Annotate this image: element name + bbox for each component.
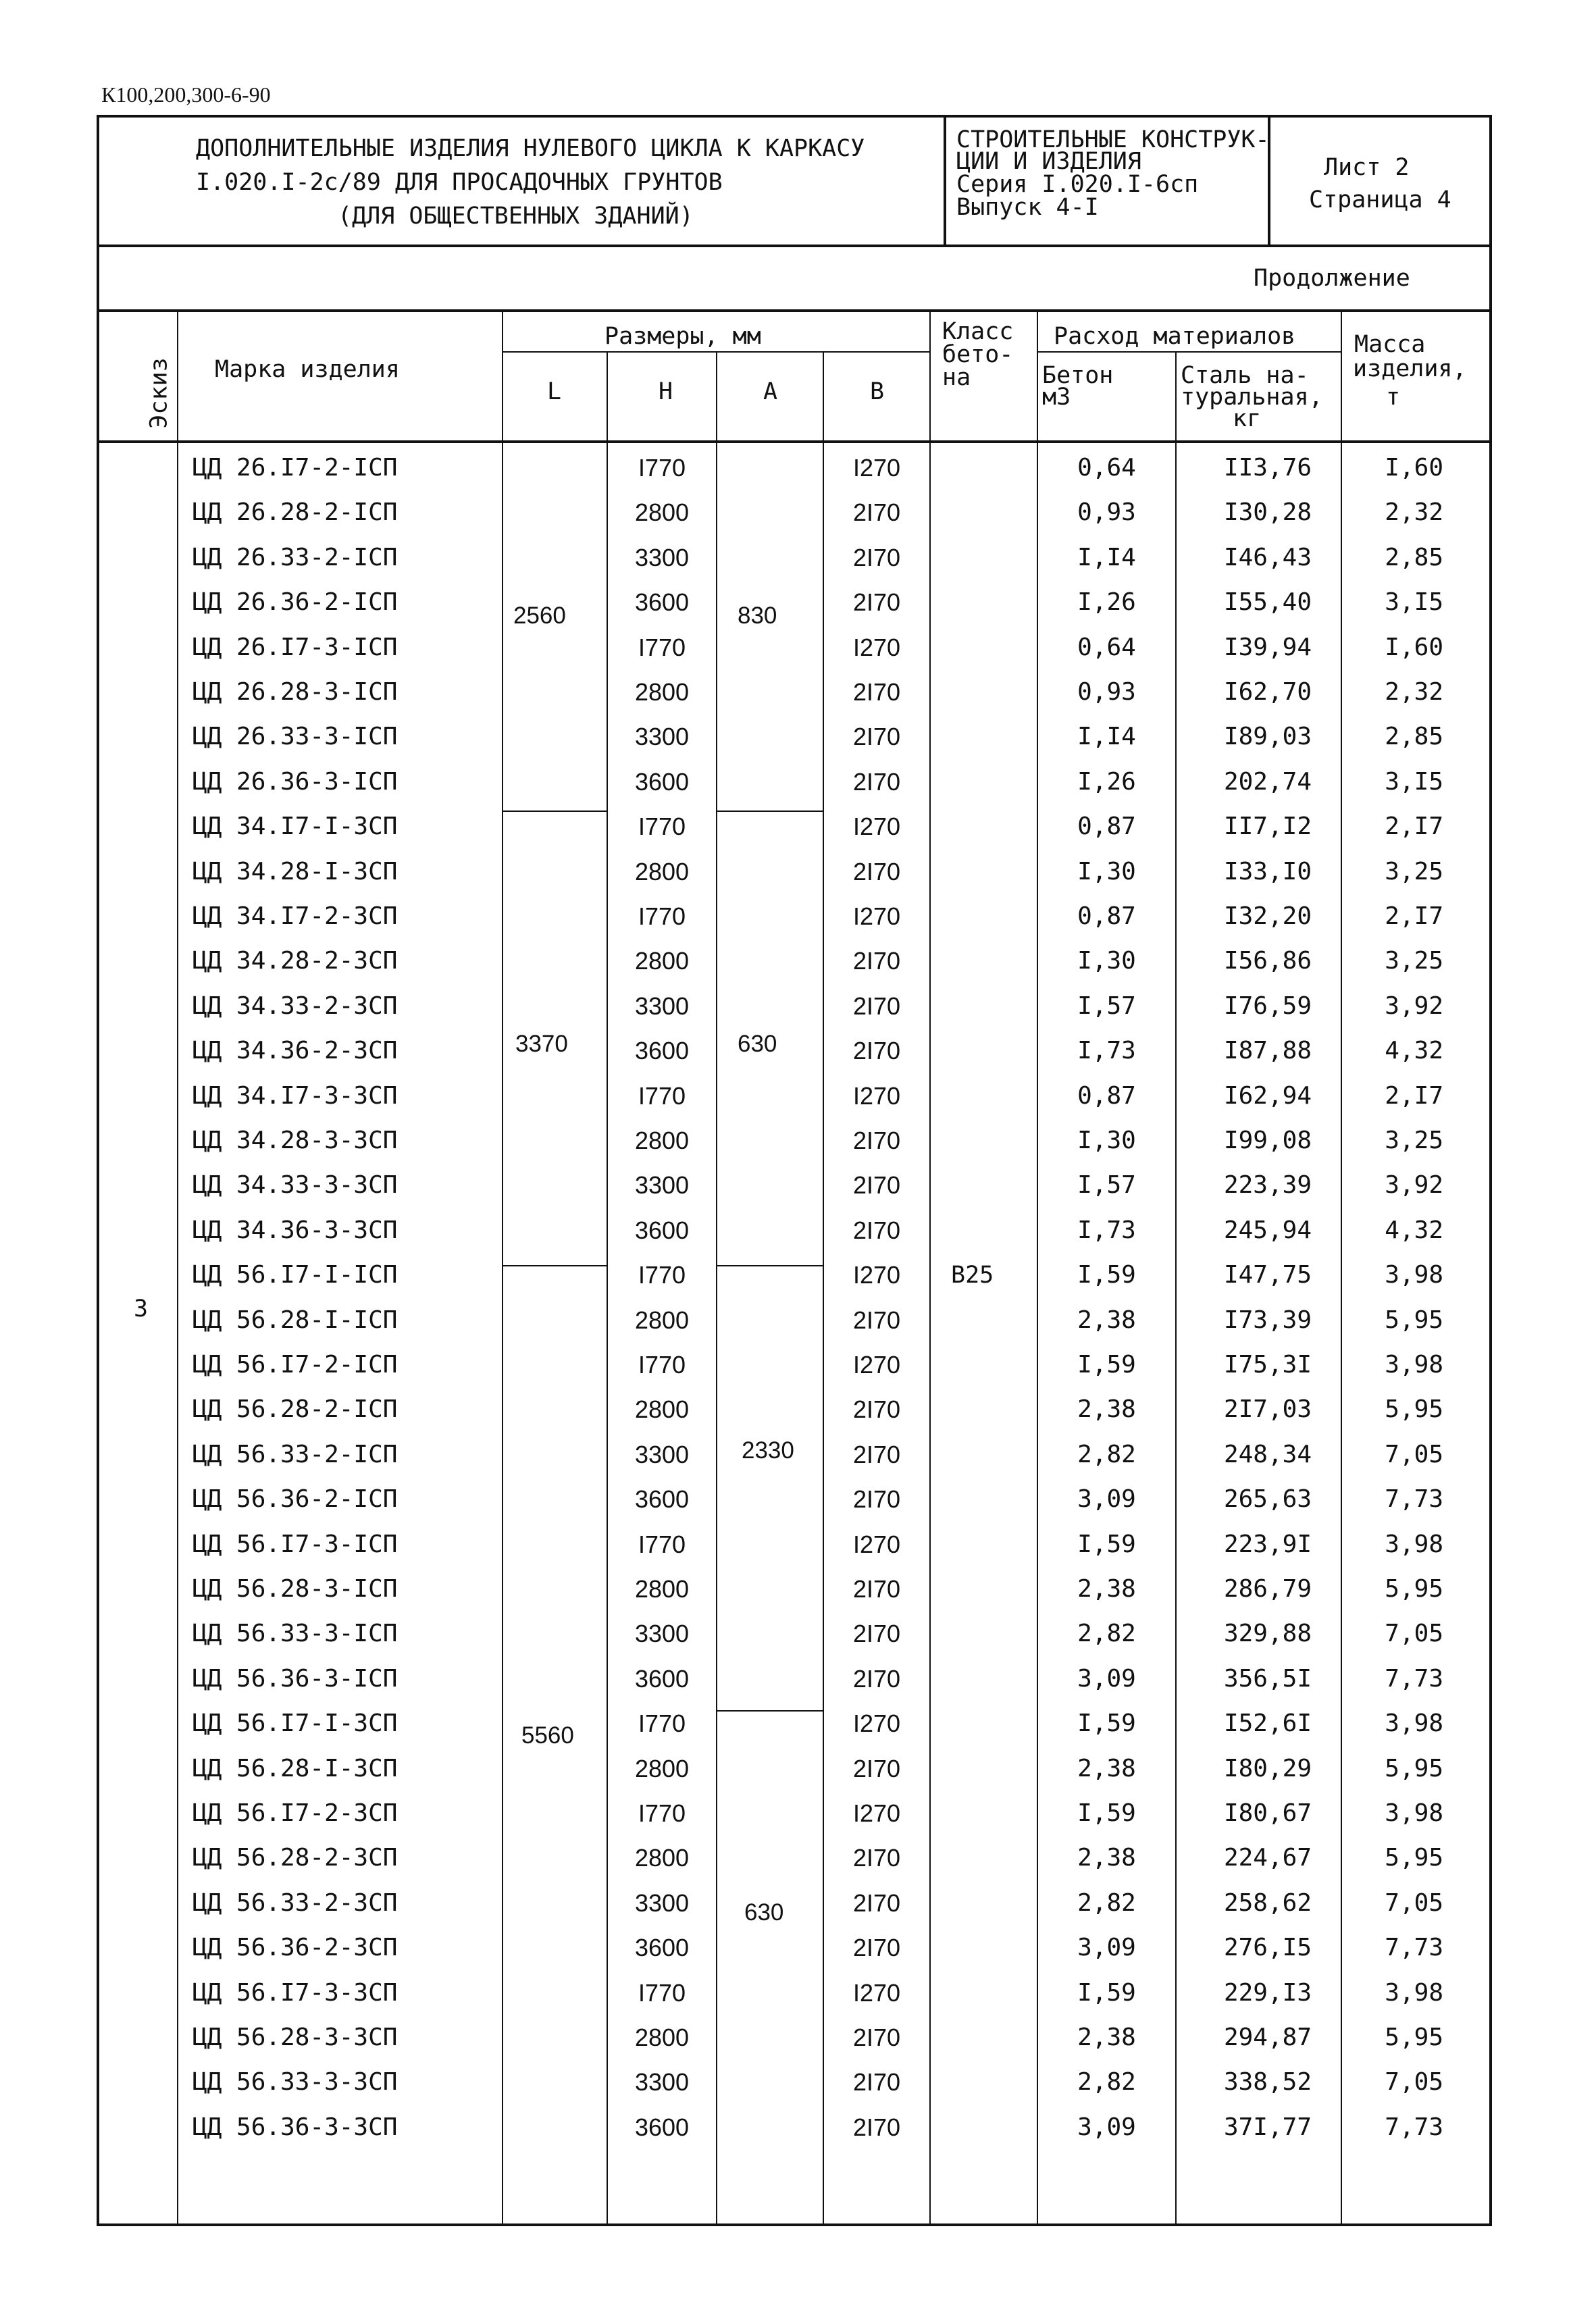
cell-H: 2800 xyxy=(634,2024,690,2051)
cell-mark: ЦД 26.I7-2-IСП xyxy=(192,454,398,482)
cell-concrete: 0,64 xyxy=(1077,454,1136,482)
cell-mark: ЦД 34.28-2-3СП xyxy=(192,947,398,975)
cell-H: I770 xyxy=(638,1709,686,1738)
cell-mark: ЦД 56.I7-2-3СП xyxy=(192,1799,398,1827)
cell-H: 3300 xyxy=(634,1620,690,1648)
cell-mark: ЦД 34.36-2-3СП xyxy=(192,1037,398,1065)
cell-steel: II7,I2 xyxy=(1223,813,1312,841)
cell-H: 2800 xyxy=(634,947,690,975)
cell-concrete: I,73 xyxy=(1077,1037,1136,1065)
header-class-1: Класс xyxy=(942,318,1014,345)
cell-mass: 7,05 xyxy=(1385,1888,1443,1917)
cell-B: I270 xyxy=(852,902,901,930)
cell-concrete: I,30 xyxy=(1077,857,1136,885)
cell-mark: ЦД 26.28-3-IСП xyxy=(192,678,398,706)
L-value-3370: 3370 xyxy=(515,1031,568,1057)
cell-mass: 7,73 xyxy=(1385,1934,1443,1962)
cell-steel: I52,6I xyxy=(1223,1709,1312,1738)
cell-steel: 223,39 xyxy=(1223,1171,1312,1200)
header-A: A xyxy=(763,378,778,405)
cell-mark: ЦД 34.33-3-3СП xyxy=(192,1171,398,1200)
cell-steel: I75,3I xyxy=(1223,1351,1312,1379)
cell-H: 2800 xyxy=(634,498,690,527)
cell-mass: 5,95 xyxy=(1385,1306,1443,1334)
cell-H: 3600 xyxy=(634,1664,690,1693)
cell-mass: 3,98 xyxy=(1385,1799,1443,1827)
cell-mass: 3,25 xyxy=(1385,947,1443,975)
header-L: L xyxy=(547,378,562,405)
cell-concrete: 2,38 xyxy=(1077,1306,1136,1334)
cell-mark: ЦД 56.36-3-IСП xyxy=(192,1664,398,1693)
cell-steel: I62,94 xyxy=(1223,1081,1312,1110)
cell-steel: 329,88 xyxy=(1223,1620,1312,1648)
cell-steel: 258,62 xyxy=(1223,1888,1312,1917)
cell-H: 2800 xyxy=(634,1127,690,1154)
cell-B: I270 xyxy=(852,1799,901,1827)
cell-B: 2I70 xyxy=(852,1306,901,1334)
header-mass-3: т xyxy=(1386,384,1401,411)
cell-mark: ЦД 34.36-3-3СП xyxy=(192,1216,398,1244)
cell-B: 2I70 xyxy=(852,992,901,1020)
cell-concrete: I,I4 xyxy=(1077,723,1136,751)
cell-concrete: 2,82 xyxy=(1077,1440,1136,1468)
cell-mass: 3,I5 xyxy=(1385,767,1443,796)
cell-steel: 338,52 xyxy=(1223,2068,1312,2097)
A-value-630-a: 630 xyxy=(738,1031,777,1057)
cell-H: 3300 xyxy=(634,1171,690,1200)
cell-B: 2I70 xyxy=(852,767,901,796)
cell-concrete: 3,09 xyxy=(1077,2113,1136,2141)
cell-B: I270 xyxy=(852,1081,901,1110)
cell-B: 2I70 xyxy=(852,1171,901,1200)
cell-concrete: I,57 xyxy=(1077,992,1136,1020)
sketch-value: 3 xyxy=(134,1295,149,1322)
header-concrete-2: м3 xyxy=(1042,384,1071,411)
cell-mass: 7,05 xyxy=(1385,2068,1443,2097)
col-rule-sketch xyxy=(177,309,178,2226)
cell-H: I770 xyxy=(638,1799,686,1827)
cell-concrete: 2,82 xyxy=(1077,1620,1136,1648)
cell-mark: ЦД 26.33-2-IСП xyxy=(192,543,398,571)
cell-B: 2I70 xyxy=(852,1440,901,1468)
A-group-rule-1 xyxy=(716,811,823,812)
table-top-rule xyxy=(97,309,1492,312)
cell-concrete: 2,38 xyxy=(1077,1844,1136,1872)
cell-H: 3600 xyxy=(634,588,690,617)
cell-mark: ЦД 26.28-2-IСП xyxy=(192,498,398,527)
cell-mark: ЦД 56.36-3-3СП xyxy=(192,2113,398,2141)
document-code: К100,200,300-6-90 xyxy=(101,82,271,107)
cell-steel: 224,67 xyxy=(1223,1844,1312,1872)
cell-B: 2I70 xyxy=(852,2024,901,2051)
cell-concrete: I,59 xyxy=(1077,1261,1136,1289)
cell-mark: ЦД 34.I7-2-3СП xyxy=(192,902,398,930)
cell-H: 3600 xyxy=(634,1216,690,1244)
header-mass-2: изделия, xyxy=(1353,355,1467,382)
header-class-3: на xyxy=(942,364,971,391)
cell-steel: II3,76 xyxy=(1223,454,1312,482)
cell-B: 2I70 xyxy=(852,588,901,617)
cell-H: 3300 xyxy=(634,1888,690,1917)
cell-B: 2I70 xyxy=(852,2068,901,2097)
cell-mass: 3,92 xyxy=(1385,992,1443,1020)
series-line-2: ЦИИ И ИЗДЕЛИЯ xyxy=(956,148,1141,175)
cell-B: 2I70 xyxy=(852,1485,901,1514)
header-concrete-1: Бетон xyxy=(1042,362,1114,389)
cell-H: 3600 xyxy=(634,1934,690,1962)
cell-B: 2I70 xyxy=(852,543,901,571)
title-block-bottom-rule xyxy=(97,245,1492,247)
series-line-4: Выпуск 4-I xyxy=(956,194,1099,221)
cell-B: 2I70 xyxy=(852,1754,901,1782)
cell-mass: 5,95 xyxy=(1385,1754,1443,1782)
cell-mass: 5,95 xyxy=(1385,1575,1443,1603)
cell-mass: 3,98 xyxy=(1385,1261,1443,1289)
col-rule-H xyxy=(716,351,717,2226)
cell-B: 2I70 xyxy=(852,1216,901,1244)
cell-steel: 248,34 xyxy=(1223,1440,1312,1468)
cell-mass: 5,95 xyxy=(1385,1844,1443,1872)
cell-mass: 5,95 xyxy=(1385,1395,1443,1424)
header-sketch: Эскиз xyxy=(145,357,173,429)
cell-steel: 37I,77 xyxy=(1223,2113,1312,2141)
cell-H: 2800 xyxy=(634,1395,690,1424)
cell-mass: 3,98 xyxy=(1385,1530,1443,1558)
title-line-1: ДОПОЛНИТЕЛЬНЫЕ ИЗДЕЛИЯ НУЛЕВОГО ЦИКЛА К КАРКАСУ xyxy=(196,135,865,162)
cell-concrete: I,59 xyxy=(1077,1351,1136,1379)
cell-H: 3300 xyxy=(634,2068,690,2097)
cell-concrete: 0,93 xyxy=(1077,498,1136,527)
cell-B: 2I70 xyxy=(852,947,901,975)
A-group-rule-3 xyxy=(716,1710,823,1712)
materials-sub-rule xyxy=(1037,351,1341,353)
cell-mark: ЦД 56.I7-I-3СП xyxy=(192,1709,398,1738)
cell-concrete: I,73 xyxy=(1077,1216,1136,1244)
cell-mark: ЦД 56.28-I-IСП xyxy=(192,1306,398,1334)
cell-concrete: 0,87 xyxy=(1077,902,1136,930)
cell-mark: ЦД 26.I7-3-IСП xyxy=(192,633,398,661)
cell-steel: 245,94 xyxy=(1223,1216,1312,1244)
L-group-rule-2 xyxy=(502,1265,607,1266)
cell-mass: 2,85 xyxy=(1385,723,1443,751)
cell-steel: I32,20 xyxy=(1223,902,1312,930)
cell-steel: I55,40 xyxy=(1223,588,1312,617)
cell-H: 2800 xyxy=(634,1754,690,1782)
concrete-class-value: В25 xyxy=(951,1262,994,1289)
cell-concrete: I,I4 xyxy=(1077,543,1136,571)
cell-mark: ЦД 56.28-3-3СП xyxy=(192,2024,398,2051)
header-mark: Марка изделия xyxy=(215,356,400,383)
cell-H: I770 xyxy=(638,1978,686,2007)
cell-H: 3300 xyxy=(634,723,690,751)
cell-concrete: I,26 xyxy=(1077,588,1136,617)
cell-concrete: I,57 xyxy=(1077,1171,1136,1200)
cell-mass: 3,92 xyxy=(1385,1171,1443,1200)
cell-B: I270 xyxy=(852,1978,901,2007)
cell-concrete: I,30 xyxy=(1077,1127,1136,1154)
cell-mark: ЦД 34.28-I-3СП xyxy=(192,857,398,885)
cell-B: 2I70 xyxy=(852,498,901,527)
cell-concrete: 3,09 xyxy=(1077,1485,1136,1514)
cell-mark: ЦД 56.I7-2-IСП xyxy=(192,1351,398,1379)
cell-B: 2I70 xyxy=(852,2113,901,2141)
cell-mark: ЦД 56.I7-3-3СП xyxy=(192,1978,398,2007)
cell-B: 2I70 xyxy=(852,1888,901,1917)
continuation-label: Продолжение xyxy=(1254,265,1410,292)
A-value-830: 830 xyxy=(738,602,777,629)
A-value-2330: 2330 xyxy=(742,1437,794,1464)
cell-H: I770 xyxy=(638,1261,686,1289)
cell-concrete: 3,09 xyxy=(1077,1664,1136,1693)
cell-mark: ЦД 56.I7-I-IСП xyxy=(192,1261,398,1289)
cell-B: 2I70 xyxy=(852,1575,901,1603)
cell-steel: 229,I3 xyxy=(1223,1978,1312,2007)
cell-concrete: 2,38 xyxy=(1077,2024,1136,2051)
cell-H: 3300 xyxy=(634,1440,690,1468)
cell-H: 3600 xyxy=(634,767,690,796)
sheet-number: Лист 2 xyxy=(1324,154,1410,181)
cell-mass: 2,I7 xyxy=(1385,1081,1443,1110)
cell-H: 3600 xyxy=(634,1485,690,1514)
cell-mark: ЦД 56.33-2-IСП xyxy=(192,1440,398,1468)
cell-mass: 3,98 xyxy=(1385,1351,1443,1379)
cell-steel: I73,39 xyxy=(1223,1306,1312,1334)
header-bottom-rule xyxy=(97,440,1492,443)
cell-steel: 356,5I xyxy=(1223,1664,1312,1693)
cell-mark: ЦД 34.I7-I-3СП xyxy=(192,813,398,841)
series-line-1: СТРОИТЕЛЬНЫЕ КОНСТРУК- xyxy=(956,126,1270,153)
cell-mark: ЦД 26.36-2-IСП xyxy=(192,588,398,617)
cell-mark: ЦД 56.28-2-3СП xyxy=(192,1844,398,1872)
cell-concrete: I,59 xyxy=(1077,1530,1136,1558)
cell-steel: I33,I0 xyxy=(1223,857,1312,885)
cell-steel: I39,94 xyxy=(1223,633,1312,661)
cell-B: 2I70 xyxy=(852,1127,901,1154)
cell-B: I270 xyxy=(852,633,901,661)
header-steel-3: кг xyxy=(1233,405,1262,432)
header-materials: Расход материалов xyxy=(1054,323,1296,350)
cell-mark: ЦД 56.28-3-IСП xyxy=(192,1575,398,1603)
cell-B: I270 xyxy=(852,1709,901,1738)
cell-H: I770 xyxy=(638,1530,686,1558)
cell-concrete: 2,38 xyxy=(1077,1575,1136,1603)
cell-B: I270 xyxy=(852,1261,901,1289)
cell-concrete: 3,09 xyxy=(1077,1934,1136,1962)
cell-mark: ЦД 56.I7-3-IСП xyxy=(192,1530,398,1558)
cell-steel: 286,79 xyxy=(1223,1575,1312,1603)
page-number: Страница 4 xyxy=(1309,186,1451,213)
L-group-rule-1 xyxy=(502,811,607,812)
title-divider xyxy=(944,115,946,246)
cell-mark: ЦД 56.36-2-IСП xyxy=(192,1485,398,1514)
cell-H: I770 xyxy=(638,902,686,930)
cell-concrete: 2,38 xyxy=(1077,1395,1136,1424)
cell-B: I270 xyxy=(852,1351,901,1379)
cell-steel: I30,28 xyxy=(1223,498,1312,527)
header-H: H xyxy=(659,378,673,405)
cell-mass: 2,I7 xyxy=(1385,813,1443,841)
col-rule-mark xyxy=(502,309,503,2226)
cell-H: I770 xyxy=(638,633,686,661)
cell-mass: I,60 xyxy=(1385,633,1443,661)
cell-mark: ЦД 56.33-3-3СП xyxy=(192,2068,398,2097)
cell-concrete: 2,82 xyxy=(1077,1888,1136,1917)
cell-H: I770 xyxy=(638,1081,686,1110)
cell-mass: 3,98 xyxy=(1385,1978,1443,2007)
A-value-630-b: 630 xyxy=(744,1899,784,1926)
cell-concrete: I,59 xyxy=(1077,1709,1136,1738)
cell-mark: ЦД 56.28-2-IСП xyxy=(192,1395,398,1424)
header-dims: Размеры, мм xyxy=(604,323,761,350)
cell-mass: 7,73 xyxy=(1385,1664,1443,1693)
cell-B: I270 xyxy=(852,1530,901,1558)
cell-steel: I62,70 xyxy=(1223,678,1312,706)
cell-steel: I87,88 xyxy=(1223,1037,1312,1065)
cell-steel: I99,08 xyxy=(1223,1127,1312,1154)
cell-H: 3300 xyxy=(634,992,690,1020)
cell-mark: ЦД 56.33-2-3СП xyxy=(192,1888,398,1917)
cell-steel: 294,87 xyxy=(1223,2024,1312,2051)
cell-concrete: I,59 xyxy=(1077,1978,1136,2007)
cell-mark: ЦД 26.33-3-IСП xyxy=(192,723,398,751)
cell-mark: ЦД 34.28-3-3СП xyxy=(192,1127,398,1154)
header-steel-2: туральная, xyxy=(1181,384,1323,411)
cell-mass: 2,I7 xyxy=(1385,902,1443,930)
cell-H: 2800 xyxy=(634,678,690,706)
cell-H: 3600 xyxy=(634,2113,690,2141)
cell-B: 2I70 xyxy=(852,857,901,885)
header-class-2: бето- xyxy=(942,341,1014,368)
cell-H: 3300 xyxy=(634,543,690,571)
cell-concrete: I,30 xyxy=(1077,947,1136,975)
cell-steel: 2I7,03 xyxy=(1223,1395,1312,1424)
cell-B: 2I70 xyxy=(852,678,901,706)
cell-mass: I,60 xyxy=(1385,454,1443,482)
cell-mass: 3,25 xyxy=(1385,857,1443,885)
cell-mass: 2,85 xyxy=(1385,543,1443,571)
cell-B: I270 xyxy=(852,454,901,482)
cell-mass: 7,73 xyxy=(1385,1485,1443,1514)
series-line-3: Серия I.020.I-6сп xyxy=(956,171,1199,198)
cell-mass: 3,98 xyxy=(1385,1709,1443,1738)
cell-H: 3600 xyxy=(634,1037,690,1065)
cell-mark: ЦД 26.36-3-IСП xyxy=(192,767,398,796)
cell-steel: I47,75 xyxy=(1223,1261,1312,1289)
cell-concrete: 2,38 xyxy=(1077,1754,1136,1782)
cell-steel: 265,63 xyxy=(1223,1485,1312,1514)
title-line-2: I.020.I-2с/89 ДЛЯ ПРОСАДОЧНЫХ ГРУНТОВ xyxy=(196,169,723,196)
cell-steel: I89,03 xyxy=(1223,723,1312,751)
cell-concrete: 0,93 xyxy=(1077,678,1136,706)
cell-steel: I46,43 xyxy=(1223,543,1312,571)
cell-H: 2800 xyxy=(634,1306,690,1334)
cell-mark: ЦД 34.I7-3-3СП xyxy=(192,1081,398,1110)
col-rule-B xyxy=(929,309,931,2226)
cell-mass: 7,05 xyxy=(1385,1620,1443,1648)
header-B: B xyxy=(870,378,885,405)
title-line-3: (ДЛЯ ОБЩЕСТВЕННЫХ ЗДАНИЙ) xyxy=(338,203,694,230)
cell-B: 2I70 xyxy=(852,1844,901,1872)
cell-steel: I56,86 xyxy=(1223,947,1312,975)
cell-H: 2800 xyxy=(634,1844,690,1872)
cell-mark: ЦД 56.36-2-3СП xyxy=(192,1934,398,1962)
cell-concrete: I,26 xyxy=(1077,767,1136,796)
cell-steel: I76,59 xyxy=(1223,992,1312,1020)
cell-steel: 202,74 xyxy=(1223,767,1312,796)
cell-H: I770 xyxy=(638,813,686,841)
cell-concrete: 0,87 xyxy=(1077,1081,1136,1110)
cell-H: 2800 xyxy=(634,1575,690,1603)
cell-steel: 276,I5 xyxy=(1223,1934,1312,1962)
cell-mass: 5,95 xyxy=(1385,2024,1443,2051)
cell-H: I770 xyxy=(638,1351,686,1379)
cell-mass: 3,25 xyxy=(1385,1127,1443,1154)
cell-concrete: 0,87 xyxy=(1077,813,1136,841)
cell-B: 2I70 xyxy=(852,1664,901,1693)
cell-mass: 7,05 xyxy=(1385,1440,1443,1468)
cell-H: I770 xyxy=(638,454,686,482)
cell-B: I270 xyxy=(852,813,901,841)
cell-concrete: 0,64 xyxy=(1077,633,1136,661)
L-value-5560: 5560 xyxy=(521,1722,574,1749)
cell-steel: I80,67 xyxy=(1223,1799,1312,1827)
cell-concrete: 2,82 xyxy=(1077,2068,1136,2097)
cell-H: 2800 xyxy=(634,857,690,885)
cell-mark: ЦД 34.33-2-3СП xyxy=(192,992,398,1020)
cell-B: 2I70 xyxy=(852,1395,901,1424)
header-steel-1: Сталь на- xyxy=(1181,362,1309,389)
cell-mass: 7,73 xyxy=(1385,2113,1443,2141)
A-group-rule-2 xyxy=(716,1265,823,1266)
cell-steel: 223,9I xyxy=(1223,1530,1312,1558)
L-value-2560: 2560 xyxy=(513,602,566,629)
cell-mass: 2,32 xyxy=(1385,678,1443,706)
header-mass-1: Масса xyxy=(1354,331,1426,358)
cell-B: 2I70 xyxy=(852,1037,901,1065)
cell-B: 2I70 xyxy=(852,1620,901,1648)
cell-mark: ЦД 56.33-3-IСП xyxy=(192,1620,398,1648)
cell-B: 2I70 xyxy=(852,1934,901,1962)
cell-mass: 4,32 xyxy=(1385,1037,1443,1065)
cell-concrete: I,59 xyxy=(1077,1799,1136,1827)
cell-mass: 3,I5 xyxy=(1385,588,1443,617)
cell-B: 2I70 xyxy=(852,723,901,751)
cell-steel: I80,29 xyxy=(1223,1754,1312,1782)
cell-mark: ЦД 56.28-I-3СП xyxy=(192,1754,398,1782)
cell-mass: 2,32 xyxy=(1385,498,1443,527)
cell-mass: 4,32 xyxy=(1385,1216,1443,1244)
